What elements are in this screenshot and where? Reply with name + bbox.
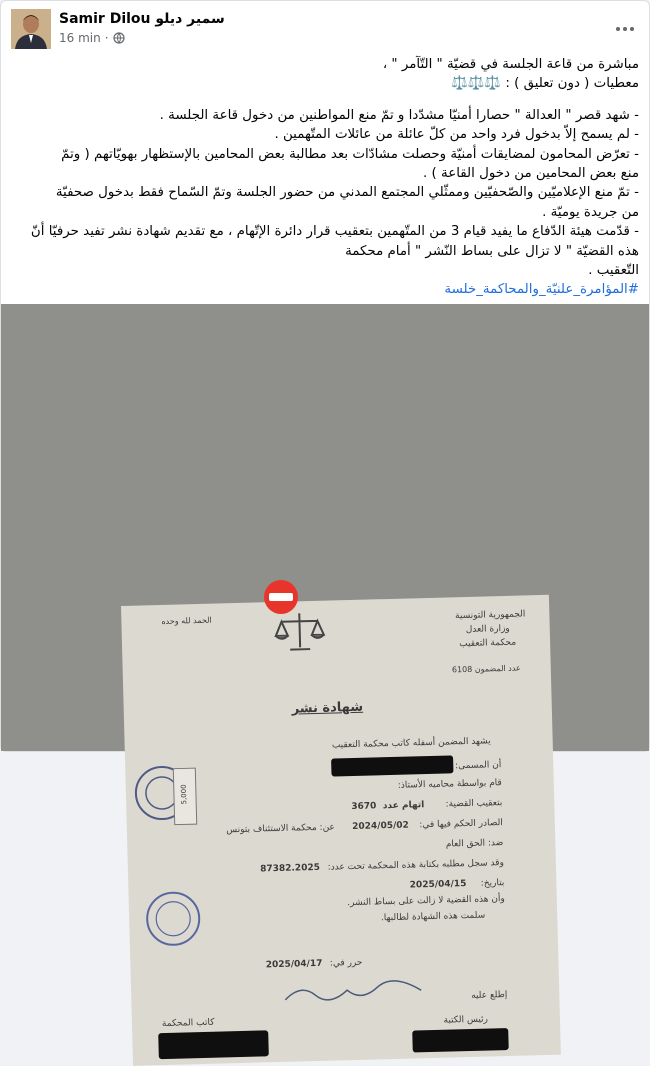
doc-field-lawyer: قام بواسطة محاميه الأستاذ: (397, 778, 502, 791)
post-line: - قدّمت هيئة الدّفاع ما يفيد قيام 3 من المتّهمين بتعقيب قرار دائرة الإتّهام ، مع تقديم شهادة نشر تفيد حرفيّا أنّ (30, 224, 639, 240)
doc-issued-date: 2025/04/17 (265, 958, 323, 971)
certificate-document (121, 595, 561, 1066)
author-avatar[interactable] (11, 9, 51, 49)
doc-court: محكمة التعقيب (459, 637, 517, 650)
post-line: - تمّ منع الإعلاميّين والصّحفيّين وممثّلي المجتمع المدني من حضور الجلسة وتمّ السّماح فقط بدخول صحفيّة (55, 185, 639, 201)
post-line: - تعرّض المحامون لمضايقات أمنيّة وحصلت مشادّات بعد مطالبة بعض المحامين بالإستظهار بهويّاتهم ( وتمّ (61, 146, 639, 162)
meta-separator: · (104, 31, 109, 45)
post-meta (59, 31, 125, 45)
doc-case-no: 3670 (351, 801, 377, 813)
doc-issued-label: حرر في: (329, 957, 363, 969)
post-line: مباشرة من قاعة الجلسة في قضيّة " التّآمر " ، (382, 57, 639, 72)
stamp-value: 5,000 (179, 784, 189, 805)
doc-registered: وقد سجل مطلبه بكتابة هذه المحكمة تحت عدد: (327, 858, 504, 873)
post-line: منع بعض المحامين من دخول القاعة ) . (423, 166, 639, 182)
post-line: من جريدة يوميّة . (542, 204, 639, 220)
doc-delivered: سلمت هذه الشهادة لطالبها. (380, 910, 486, 924)
doc-ministry: وزارة العدل (465, 623, 510, 635)
doc-ruling-date: 2024/05/02 (352, 820, 409, 833)
author-name[interactable]: Samir Dilou سمير ديلو (59, 11, 225, 27)
doc-date-label: بتاريخ: (480, 878, 505, 889)
post-line: - لم يسمح إلاّ بدخول فرد واحد من كلّ عائلة من عائلات المتّهمين . (274, 127, 639, 143)
doc-seen: إطلع عليه (471, 990, 508, 1001)
doc-ruling-court: عن: محكمة الاستئناف بتونس (226, 822, 336, 836)
redaction-block (158, 1030, 269, 1059)
doc-against: ضد: الحق العام (445, 838, 504, 850)
fiscal-stamp-icon (129, 754, 201, 836)
redaction-block (331, 755, 453, 776)
doc-ruling-label: الصادر الحكم فيها في: (419, 818, 503, 831)
signature-scribble-icon (281, 974, 432, 1008)
doc-clerk: كاتب المحكمة (161, 1017, 215, 1030)
scales-emblem-icon (271, 609, 328, 654)
post-header (11, 9, 639, 49)
doc-field-name: أن المسمى: (454, 760, 502, 772)
doc-president: رئيس الكتبة (443, 1014, 489, 1026)
post-photo[interactable] (1, 304, 649, 1030)
post-body (11, 55, 639, 300)
doc-reg-date: 2025/04/15 (409, 879, 467, 891)
doc-basmala: الحمد لله وحده (161, 615, 212, 626)
more-options-button[interactable] (613, 17, 637, 41)
no-entry-icon (263, 579, 299, 615)
doc-republic: الجمهورية التونسية (454, 609, 526, 622)
doc-pending: وأن هذه القضية لا زالت على بساط النشر. (347, 894, 505, 909)
doc-ref-no: عدد المضمون 6108 (451, 663, 521, 675)
post-time[interactable]: 16 min (59, 31, 101, 45)
globe-icon[interactable] (113, 32, 125, 44)
post-line: هذه القضيّة " لا تزال على بساط النّشر " أمام محكمة (345, 243, 639, 259)
hashtag-link[interactable]: #المؤامرة_علنيّة_والمحاكمة_خلسة (444, 282, 639, 298)
avatar-photo-icon (11, 9, 51, 49)
doc-title: شهادة نشر (291, 699, 364, 717)
doc-intro: يشهد المضمن أسفله كاتب محكمة التعقيب (331, 736, 491, 751)
court-seal-icon (142, 888, 204, 950)
post-line: - شهد قصر " العدالة " حصارا أمنيّا مشدّدا و تمّ منع المواطنين من دخول قاعة الجلسة . (159, 107, 639, 123)
redaction-block (412, 1028, 509, 1053)
doc-case-label: بتعقيب القضية: (445, 798, 503, 810)
three-dots-icon (616, 27, 620, 31)
post-line: معطيات ( دون تعليق ) : ⚖️⚖️⚖️ (451, 76, 639, 92)
doc-case-type: اتهام عدد (382, 800, 425, 812)
post-line: التّعقيب . (588, 263, 639, 279)
doc-reg-no: 87382.2025 (260, 862, 321, 875)
